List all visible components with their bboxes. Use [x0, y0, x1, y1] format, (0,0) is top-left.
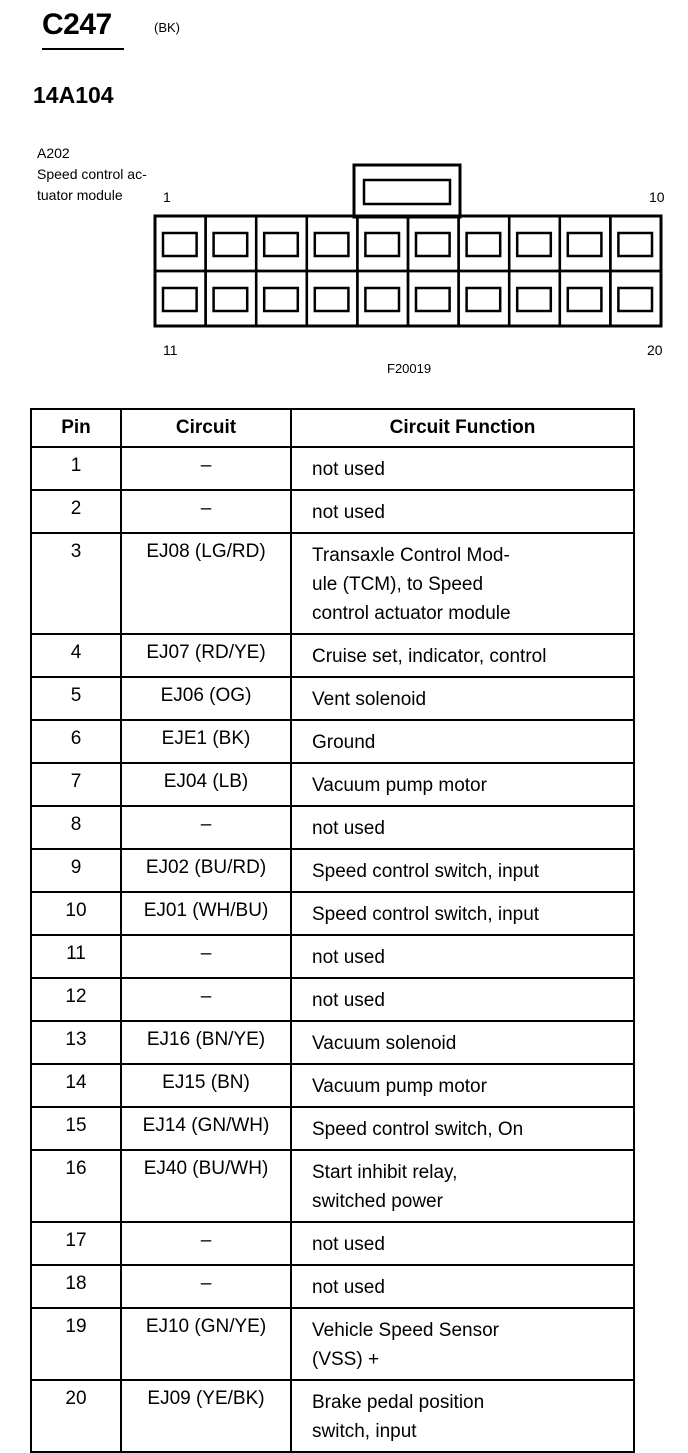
circuit-function-line: control actuator module — [312, 603, 511, 624]
circuit-cell: – — [121, 806, 291, 849]
table-row — [31, 634, 634, 677]
pin-terminal — [214, 233, 248, 256]
circuit-function-line: Vacuum pump motor — [312, 1076, 487, 1097]
pin-cell: 12 — [31, 978, 121, 1021]
circuit-function-line: not used — [312, 502, 385, 523]
pin-terminal — [618, 288, 652, 311]
pin-cell: 7 — [31, 763, 121, 806]
circuit-function-line: Speed control switch, On — [312, 1119, 524, 1140]
circuit-function-cell — [291, 892, 634, 935]
pin-terminal — [618, 233, 652, 256]
circuit-function-cell — [291, 806, 634, 849]
pin-terminal — [467, 233, 501, 256]
connector-id-underline — [42, 48, 124, 50]
circuit-cell: EJ14 (GN/WH) — [121, 1107, 291, 1150]
pin-terminal — [517, 288, 551, 311]
circuit-function-line: not used — [312, 947, 385, 968]
circuit-function-line: switch, input — [312, 1421, 417, 1442]
circuit-function-line: Vacuum pump motor — [312, 775, 487, 796]
table-row — [31, 533, 634, 634]
table-row — [31, 1222, 634, 1265]
circuit-function-cell — [291, 1021, 634, 1064]
pin-cell: 4 — [31, 634, 121, 677]
pin-terminal — [214, 288, 248, 311]
circuit-function-cell — [291, 935, 634, 978]
connector-id: C247 — [42, 8, 112, 41]
table-row — [31, 763, 634, 806]
pin-label-bottom-right: 20 — [647, 342, 663, 358]
pin-terminal — [315, 288, 349, 311]
circuit-cell: EJ04 (LB) — [121, 763, 291, 806]
pin-terminal — [416, 233, 450, 256]
circuit-cell: – — [121, 978, 291, 1021]
pin-cell: 6 — [31, 720, 121, 763]
pin-cell: 16 — [31, 1150, 121, 1222]
table-row — [31, 1021, 634, 1064]
circuit-cell: EJ01 (WH/BU) — [121, 892, 291, 935]
circuit-function-cell — [291, 1222, 634, 1265]
pin-column-header: Pin — [31, 409, 121, 447]
table-row — [31, 447, 634, 490]
table-row — [31, 978, 634, 1021]
circuit-cell: EJ10 (GN/YE) — [121, 1308, 291, 1380]
table-row — [31, 1064, 634, 1107]
pin-terminal — [264, 233, 298, 256]
connector-color: (BK) — [154, 20, 180, 35]
circuit-function-cell — [291, 1308, 634, 1380]
table-row — [31, 806, 634, 849]
circuit-function-line: (VSS) + — [312, 1349, 380, 1370]
circuit-function-line: not used — [312, 1277, 385, 1298]
pin-cell: 5 — [31, 677, 121, 720]
circuit-function-cell — [291, 763, 634, 806]
circuit-function-cell — [291, 1380, 634, 1452]
table-row — [31, 849, 634, 892]
connector-face-diagram — [150, 160, 670, 332]
circuit-cell: EJE1 (BK) — [121, 720, 291, 763]
pin-terminal — [315, 233, 349, 256]
circuit-function-cell — [291, 490, 634, 533]
circuit-function-cell — [291, 1064, 634, 1107]
part-number: 14A104 — [33, 82, 114, 108]
table-row — [31, 935, 634, 978]
pin-cell: 11 — [31, 935, 121, 978]
pin-terminal — [264, 288, 298, 311]
pin-terminal — [416, 288, 450, 311]
pin-label-top-right: 10 — [649, 189, 665, 205]
pin-cell: 3 — [31, 533, 121, 634]
circuit-function-cell — [291, 978, 634, 1021]
pin-cell: 2 — [31, 490, 121, 533]
circuit-function-cell — [291, 1107, 634, 1150]
table-row — [31, 1150, 634, 1222]
circuit-function-line: not used — [312, 818, 385, 839]
connector-lock-tab — [354, 165, 460, 217]
circuit-cell: EJ06 (OG) — [121, 677, 291, 720]
table-row — [31, 1308, 634, 1380]
circuit-function-line: ule (TCM), to Speed — [312, 574, 484, 595]
circuit-function-cell — [291, 634, 634, 677]
module-label-line: A202 — [37, 145, 70, 161]
pin-cell: 10 — [31, 892, 121, 935]
table-row — [31, 490, 634, 533]
circuit-function-cell — [291, 720, 634, 763]
pin-terminal — [163, 233, 197, 256]
circuit-function-column-header: Circuit Function — [291, 409, 634, 447]
circuit-function-line: switched power — [312, 1191, 443, 1212]
circuit-function-line: Ground — [312, 732, 376, 753]
module-label-line: Speed control ac- — [37, 166, 147, 182]
circuit-function-line: Brake pedal position — [312, 1392, 485, 1413]
circuit-function-line: not used — [312, 990, 385, 1011]
module-label-line: tuator module — [37, 187, 123, 203]
pin-cell: 8 — [31, 806, 121, 849]
pin-terminal — [568, 288, 602, 311]
pin-cell: 15 — [31, 1107, 121, 1150]
table-row — [31, 1380, 634, 1452]
circuit-cell: – — [121, 490, 291, 533]
table-row — [31, 677, 634, 720]
figure-id: F20019 — [387, 361, 432, 376]
pin-terminal — [365, 233, 399, 256]
circuit-cell: – — [121, 1265, 291, 1308]
pin-cell: 9 — [31, 849, 121, 892]
pin-cell: 13 — [31, 1021, 121, 1064]
circuit-cell: EJ09 (YE/BK) — [121, 1380, 291, 1452]
circuit-function-cell — [291, 533, 634, 634]
connector-lock-slot — [364, 180, 450, 204]
pin-label-bottom-left: 11 — [163, 342, 178, 358]
circuit-cell: EJ40 (BU/WH) — [121, 1150, 291, 1222]
pin-terminal — [163, 288, 197, 311]
circuit-function-cell — [291, 447, 634, 490]
circuit-function-line: not used — [312, 459, 385, 480]
circuit-cell: EJ15 (BN) — [121, 1064, 291, 1107]
pin-cell: 17 — [31, 1222, 121, 1265]
circuit-function-line: Vehicle Speed Sensor — [312, 1320, 499, 1341]
circuit-function-line: Speed control switch, input — [312, 904, 540, 925]
table-row — [31, 720, 634, 763]
table-row — [31, 1265, 634, 1308]
table-row — [31, 892, 634, 935]
pin-cell: 14 — [31, 1064, 121, 1107]
circuit-cell: EJ16 (BN/YE) — [121, 1021, 291, 1064]
circuit-function-line: Start inhibit relay, — [312, 1162, 458, 1183]
pin-cell: 19 — [31, 1308, 121, 1380]
table-row — [31, 1107, 634, 1150]
circuit-cell: EJ08 (LG/RD) — [121, 533, 291, 634]
circuit-function-line: Speed control switch, input — [312, 861, 540, 882]
circuit-function-cell — [291, 1150, 634, 1222]
pinout-table — [30, 408, 635, 1453]
pin-cell: 1 — [31, 447, 121, 490]
circuit-column-header: Circuit — [121, 409, 291, 447]
pin-terminal — [365, 288, 399, 311]
circuit-cell: EJ02 (BU/RD) — [121, 849, 291, 892]
circuit-function-cell — [291, 849, 634, 892]
circuit-function-line: Transaxle Control Mod- — [312, 545, 510, 566]
circuit-function-cell — [291, 677, 634, 720]
circuit-function-line: Vent solenoid — [312, 689, 427, 710]
pin-terminal — [517, 233, 551, 256]
circuit-function-cell — [291, 1265, 634, 1308]
circuit-function-line: not used — [312, 1234, 385, 1255]
pin-label-top-left: 1 — [163, 189, 171, 205]
circuit-cell: – — [121, 1222, 291, 1265]
pin-cell: 20 — [31, 1380, 121, 1452]
pin-terminal — [467, 288, 501, 311]
circuit-function-line: Cruise set, indicator, control — [312, 646, 547, 667]
table-header-row — [31, 409, 634, 447]
circuit-cell: EJ07 (RD/YE) — [121, 634, 291, 677]
circuit-cell: – — [121, 935, 291, 978]
circuit-function-line: Vacuum solenoid — [312, 1033, 457, 1054]
pin-cell: 18 — [31, 1265, 121, 1308]
module-label — [37, 143, 147, 206]
circuit-cell: – — [121, 447, 291, 490]
pin-terminal — [568, 233, 602, 256]
